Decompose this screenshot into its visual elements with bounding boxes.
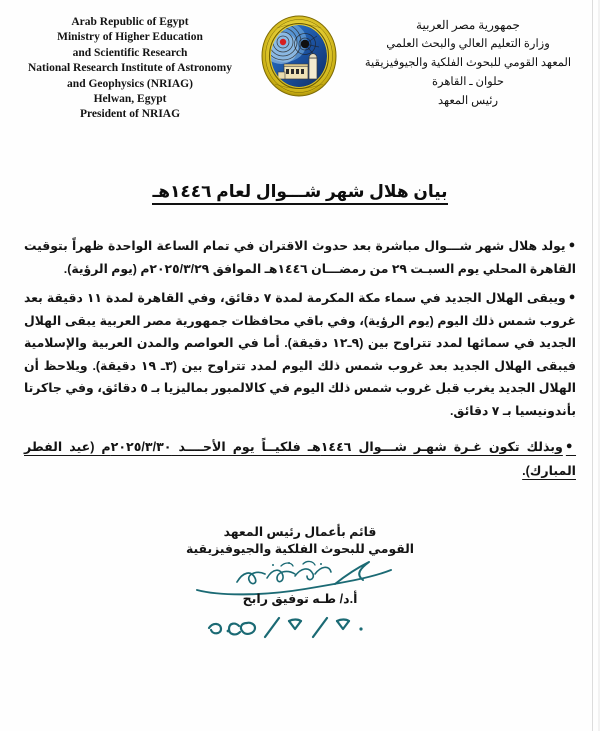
letterhead-en-line-7: President of NRIAG bbox=[79, 108, 181, 121]
body-paragraph-conjunction-text: يولد هلال شهر شـــوال مباشرة بعد حدوث الاقتران في تمام الساعة الواحدة ظهراً بتوقيت القاهرة المحلي يوم السبـت ٢٩ من رمضـــان ١٤٤٦هـ الموافق ٢٠٢٥/٣/٢٩م (يوم الرؤية). bbox=[24, 239, 576, 276]
letterhead-ar-line-1: جمهورية مصر العربية bbox=[416, 18, 520, 32]
letterhead-ar-line-2: وزارة التعليم العالي والبحث العلمي bbox=[386, 38, 550, 50]
letterhead-en-line-6: Helwan, Egypt bbox=[93, 93, 167, 106]
signature-block bbox=[0, 524, 600, 644]
letterhead-en-line-3: and Scientific Research bbox=[72, 46, 188, 59]
nriag-logo bbox=[257, 14, 341, 100]
signer-name: أ.د/ طـه توفيق رابح bbox=[242, 592, 358, 606]
body-paragraph-visibility-text: ويبقى الهلال الجديد في سماء مكة المكرمة لمدة ٧ دقائق، وفي القاهرة لمدة ١١ دقيقة بعد غروب شمس ذلك اليوم (يوم الرؤية)، وفي باقي محافظات جمهورية مصر العربية يبقى الهلال الجديد في سمائها لمدد تتراوح بين (٩ـ١٢ دقيقة). أما في العواصم والمدن العربية والإسلامية فيبقى الهلال الجديد بعد غروب شمس ذلك اليوم لمدد تتراوح بين (٣ـ ١٩ دقيقة). ويلاحظ أن الهلال الجديد يغرب قبل غروب شمس ذلك اليوم في كالالمبور بماليزيا بـ ٥ دقائق، وفي جاكرتا بأندونيسيا بـ ٧ دقائق. bbox=[24, 291, 576, 418]
letterhead-en-line-5: and Geophysics (NRIAG) bbox=[67, 77, 193, 90]
document-body bbox=[24, 234, 576, 489]
letterhead-ar-line-3: المعهد القومي للبحوث الفلكية والجيوفيزيقية bbox=[364, 57, 572, 69]
body-paragraph-visibility bbox=[24, 286, 576, 422]
page-title-text: بيان هلال شهر شـــوال لعام ١٤٤٦هـ bbox=[152, 182, 447, 205]
letterhead-english bbox=[14, 12, 246, 123]
signature-title-line-1: قائم بأعمال رئيس المعهد bbox=[223, 525, 377, 539]
letterhead bbox=[0, 12, 600, 124]
signature-title-line-2: القومي للبحوث الفلكية والجيوفيزيقية bbox=[185, 542, 415, 556]
bullet-icon: ● bbox=[568, 239, 576, 251]
page-title bbox=[0, 182, 600, 202]
letterhead-ar-line-4: حلوان ـ القاهرة bbox=[431, 76, 505, 88]
body-paragraph-conjunction bbox=[24, 234, 576, 280]
letterhead-en-line-4: National Research Institute of Astronomy bbox=[27, 62, 232, 75]
body-paragraph-conclusion bbox=[24, 434, 576, 483]
letterhead-arabic bbox=[352, 12, 584, 111]
bullet-icon: ● bbox=[568, 291, 576, 303]
signature-title bbox=[0, 524, 600, 558]
body-paragraph-conclusion-text: وبذلك تكون غـرة شهـر شـــوال ١٤٤٦هـ فلكيــاً يوم الأحــــد ٢٠٢٥/٣/٣٠م (عيد الفطر المبارك). bbox=[24, 440, 576, 478]
letterhead-ar-line-5: رئيس المعهد bbox=[438, 95, 498, 107]
handwritten-date bbox=[0, 610, 600, 644]
letterhead-en-line-2: Ministry of Higher Education bbox=[57, 31, 203, 44]
letterhead-en-line-1: Arab Republic of Egypt bbox=[71, 16, 189, 28]
bullet-icon: ● bbox=[565, 440, 577, 452]
